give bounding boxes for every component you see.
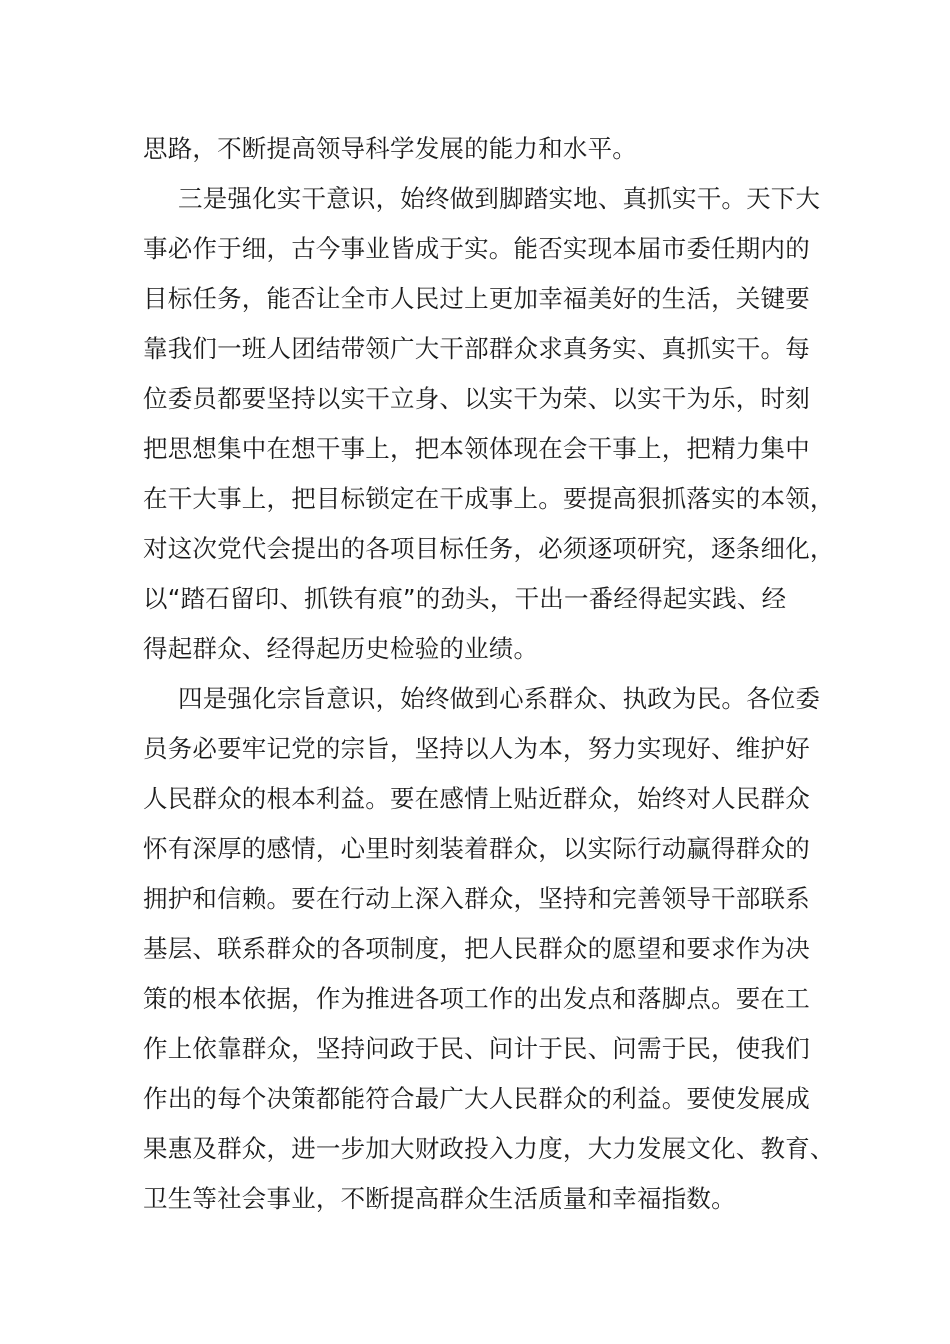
text-line: 思路，不断提高领导科学发展的能力和水平。 — [143, 134, 637, 163]
text-line: 以“踏石留印、抓铁有痕”的劲头，干出一番经得起实践、经 — [143, 584, 787, 613]
text-line: 人民群众的根本利益。要在感情上贴近群众，始终对人民群众 — [143, 784, 810, 813]
text-line: 四是强化宗旨意识，始终做到心系群众、执政为民。各位委 — [178, 684, 821, 713]
text-line: 得起群众、经得起历史检验的业绩。 — [143, 634, 539, 663]
text-line: 卫生等社会事业，不断提高群众生活质量和幸福指数。 — [143, 1184, 736, 1213]
text-line: 员务必要牢记党的宗旨，坚持以人为本，努力实现好、维护好 — [143, 734, 810, 763]
text-line: 把思想集中在想干事上，把本领体现在会干事上，把精力集中 — [143, 434, 810, 463]
text-line: 作上依靠群众，坚持问政于民、问计于民、问需于民，使我们 — [143, 1034, 810, 1063]
text-line: 策的根本依据，作为推进各项工作的出发点和落脚点。要在工 — [143, 984, 810, 1013]
text-line: 目标任务，能否让全市人民过上更加幸福美好的生活，关键要 — [143, 284, 810, 313]
text-line: 对这次党代会提出的各项目标任务，必须逐项研究，逐条细化， — [143, 534, 835, 563]
text-line: 事必作于细，古今事业皆成于实。能否实现本届市委任期内的 — [143, 234, 810, 263]
text-line: 拥护和信赖。要在行动上深入群众，坚持和完善领导干部联系 — [143, 884, 810, 913]
text-line: 作出的每个决策都能符合最广大人民群众的利益。要使发展成 — [143, 1084, 810, 1113]
text-line: 位委员都要坚持以实干立身、以实干为荣、以实干为乐，时刻 — [143, 384, 810, 413]
text-line: 果惠及群众，进一步加大财政投入力度，大力发展文化、教育、 — [143, 1134, 835, 1163]
text-line: 三是强化实干意识，始终做到脚踏实地、真抓实干。天下大 — [178, 184, 821, 213]
text-line: 靠我们一班人团结带领广大干部群众求真务实、真抓实干。每 — [143, 334, 810, 363]
body-text — [143, 124, 833, 1224]
text-line: 基层、联系群众的各项制度，把人民群众的愿望和要求作为决 — [143, 934, 810, 963]
text-line: 怀有深厚的感情，心里时刻装着群众，以实际行动赢得群众的 — [143, 834, 810, 863]
text-line: 在干大事上，把目标锁定在干成事上。要提高狠抓落实的本领， — [143, 484, 835, 513]
